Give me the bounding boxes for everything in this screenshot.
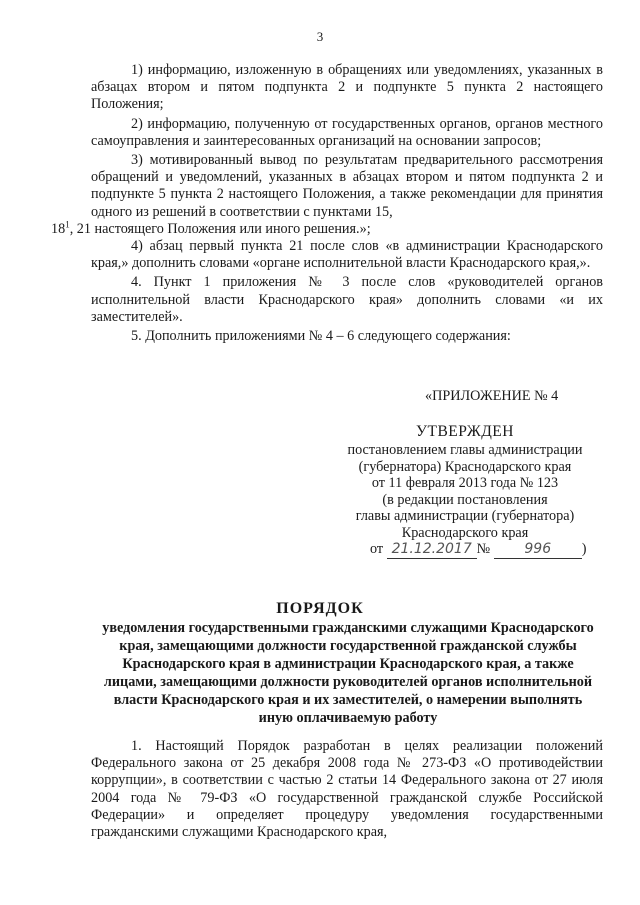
page-number: 3 [316,29,324,44]
approval-line: Краснодарского края [401,524,529,541]
approval-line: постановлением главы администрации [347,442,583,458]
closing-paren: ) [581,541,587,557]
order-body [91,738,603,843]
from-prefix: от [370,541,384,557]
amendments-list [51,62,603,347]
approval-line: главы администрации (губернатора) [355,508,575,525]
item-2: 2) информацию, полученную от государственных органов, органов местного самоуправления и заинтересованных организаций на основании запросов; [91,115,603,149]
item-3-text: 3) мотивированный вывод по результатам предварительного рассмотрения обращений и уведомлений, указанных в абзацах втором и пятом подпункта 2 и подпункте 5 пункта 2 настоящего Положения, а также рекомендации для принятия одного из решений в соответствии с пунктами 15, [91,152,603,220]
item-3-end: , 21 настоящего Положения или иного решения.»; [69,220,371,237]
item-3 [51,152,603,238]
approval-line: (в редакции постановления [382,491,548,508]
handwritten-date: 21.12.2017 [391,541,472,557]
order-title: ПОРЯДОК [276,600,364,617]
approved-title: УТВЕРЖДЕН [416,423,514,440]
order-paragraph-1: 1. Настоящий Порядок разработан в целях реализации положений Федерального закона от 25 декабря 2008 года № 273-ФЗ «О противодействии коррупции», в соответствии с частью 2 статьи 14 Федерального закона от 27 июля 2004 года № 79-ФЗ «О государственной гражданской службе Российской Федерации» и определяет процедуру уведомления государственными гражданскими служащими Краснодарского края, [91,738,603,841]
item-4: 4) абзац первый пункта 21 после слов «в администрации Краснодарского края,» дополнить словами «органе исполнительной власти Краснодарского края,». [91,238,603,272]
item-1: 1) информацию, изложенную в обращениях или уведомлениях, указанных в абзацах втором и пятом подпункта 2 и подпункте 5 пункта 2 настоящего Положения; [91,62,603,113]
signature-line [370,541,586,559]
item-3-sup: 1 [65,219,70,230]
item-3-ref: 18 [51,220,66,237]
clause-4: 4. Пункт 1 приложения № 3 после слов «руководителей органов исполнительной власти Краснодарского края» дополнить словами «и их заместителей». [91,274,603,325]
order-subtitle: уведомления государственными гражданскими служащими Краснодарского края, замещающими должности государственной гражданской службы Краснодарского края в администрации Краснодарского края, а также лицами, замещающими должности руководителей органов исполнительной власти Краснодарского края и их заместителей, о намерении выполнять иную оплачиваемую работу [102,620,594,726]
approval-block [330,442,600,542]
clause-5: 5. Дополнить приложениями № 4 – 6 следующего содержания: [131,328,511,345]
number-sign: № [476,541,491,557]
appendix-label: «ПРИЛОЖЕНИЕ № 4 [425,388,559,404]
approval-line: от 11 февраля 2013 года № 123 [371,475,559,492]
approval-line: (губернатора) Краснодарского края [358,458,572,475]
handwritten-number: 996 [524,541,552,557]
